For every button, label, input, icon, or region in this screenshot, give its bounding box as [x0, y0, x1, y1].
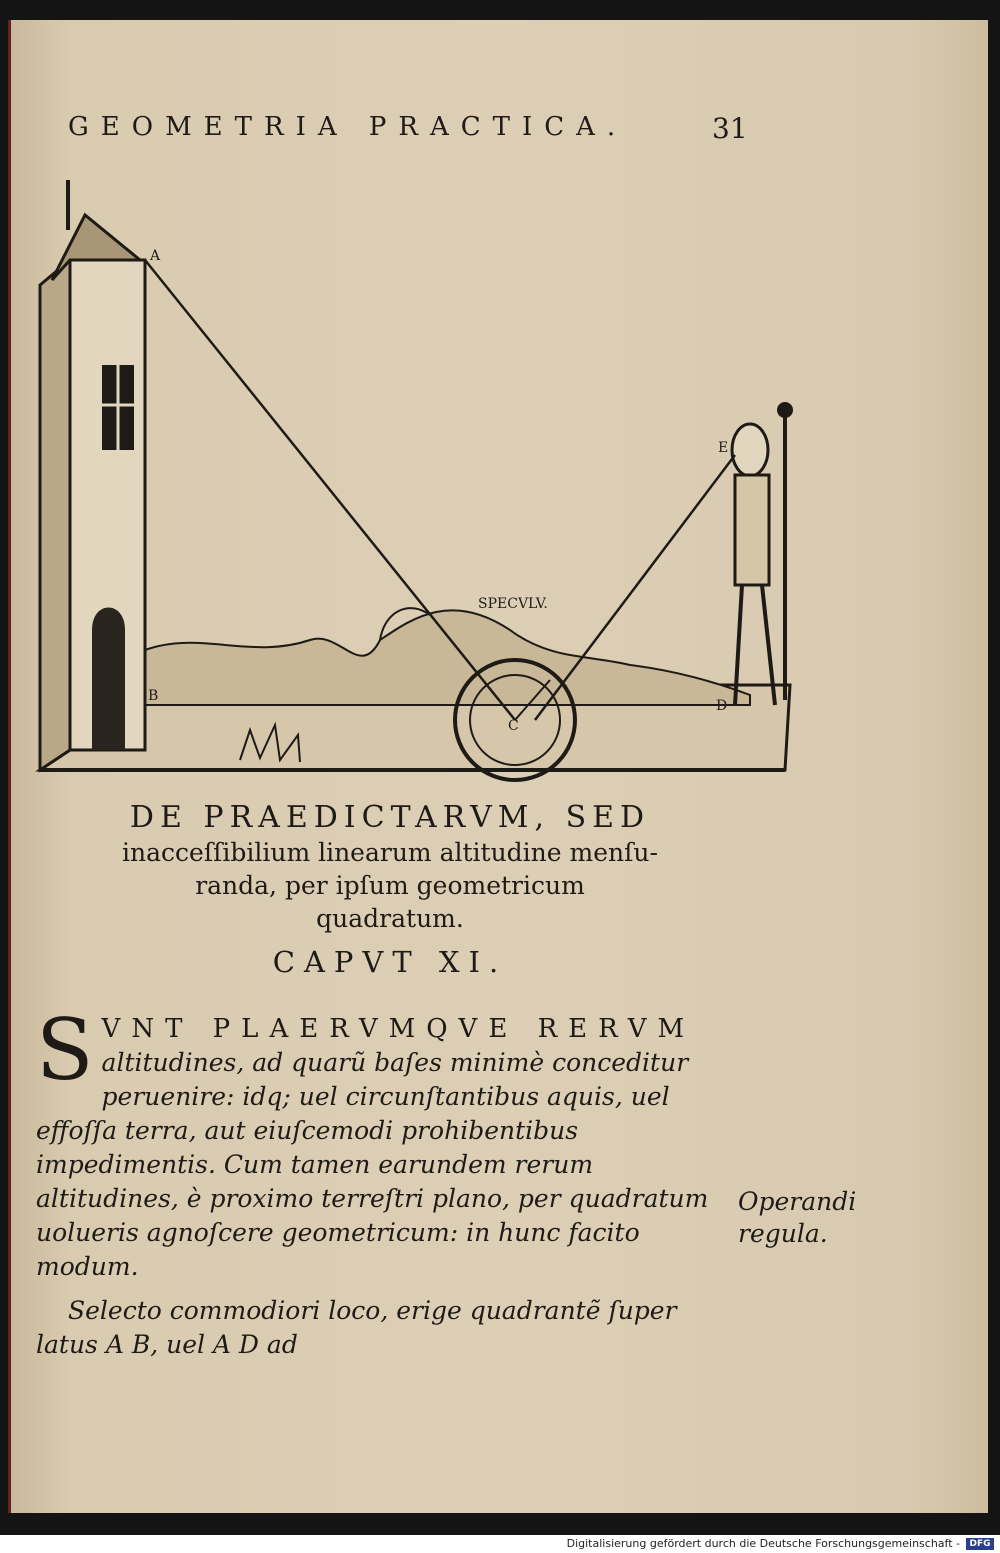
heading-line-3: randa, per ipſum geometricum — [195, 871, 585, 900]
running-title: GEOMETRIA PRACTICA. — [68, 112, 628, 142]
chapter-number: CAPVT XI. — [272, 945, 508, 979]
observer-figure — [732, 402, 793, 705]
body-text — [36, 1001, 736, 1362]
label-c: C — [508, 718, 519, 734]
heading-line-1: DE PRAEDICTARVM, SED — [129, 800, 651, 835]
label-e: E — [718, 440, 729, 456]
hills — [145, 610, 750, 705]
digitization-footer — [0, 1535, 1000, 1553]
paragraph-2: Selecto commodiori loco, erige quadrantẽ ſuper latus A B, uel A D ad — [36, 1296, 677, 1359]
dfg-logo: DFG — [966, 1538, 994, 1550]
label-a: A — [150, 248, 161, 264]
speculum-label: SPECVLV. — [478, 596, 548, 612]
heading-line-2: inacceſſibilium linearum altitudine menſu- — [122, 838, 658, 867]
page-number: 31 — [712, 112, 748, 145]
margin-note-line-2: regula. — [738, 1219, 828, 1248]
drop-capital: S — [36, 1001, 94, 1099]
heading-line-4: quadratum. — [316, 904, 464, 933]
woodcut-illustration — [30, 160, 800, 785]
opening-caps: VNT PLAERVMQVE RERVM — [101, 1014, 696, 1044]
paragraph-1: altitudines, ad quarũ baſes minimè conceditur peruenire: idq; uel circunſtantibus aquis, uel effoſſa terra, aut eiuſcemodi prohibentibus impedimentis. Cum tamen earundem rerum altitudines, è proximo terreſtri plano, per quadratum uolueris agnoſcere geometricum: in hunc facito modum. — [36, 1048, 709, 1281]
label-b: B — [148, 688, 159, 704]
footer-credit: Digitalisierung gefördert durch die Deutsche Forschungsgemeinschaft - — [566, 1537, 960, 1550]
margin-note — [738, 1186, 857, 1250]
margin-note-line-1: Operandi — [738, 1187, 857, 1216]
label-d: D — [716, 698, 728, 714]
tower — [40, 180, 145, 770]
chapter-heading — [60, 800, 720, 979]
